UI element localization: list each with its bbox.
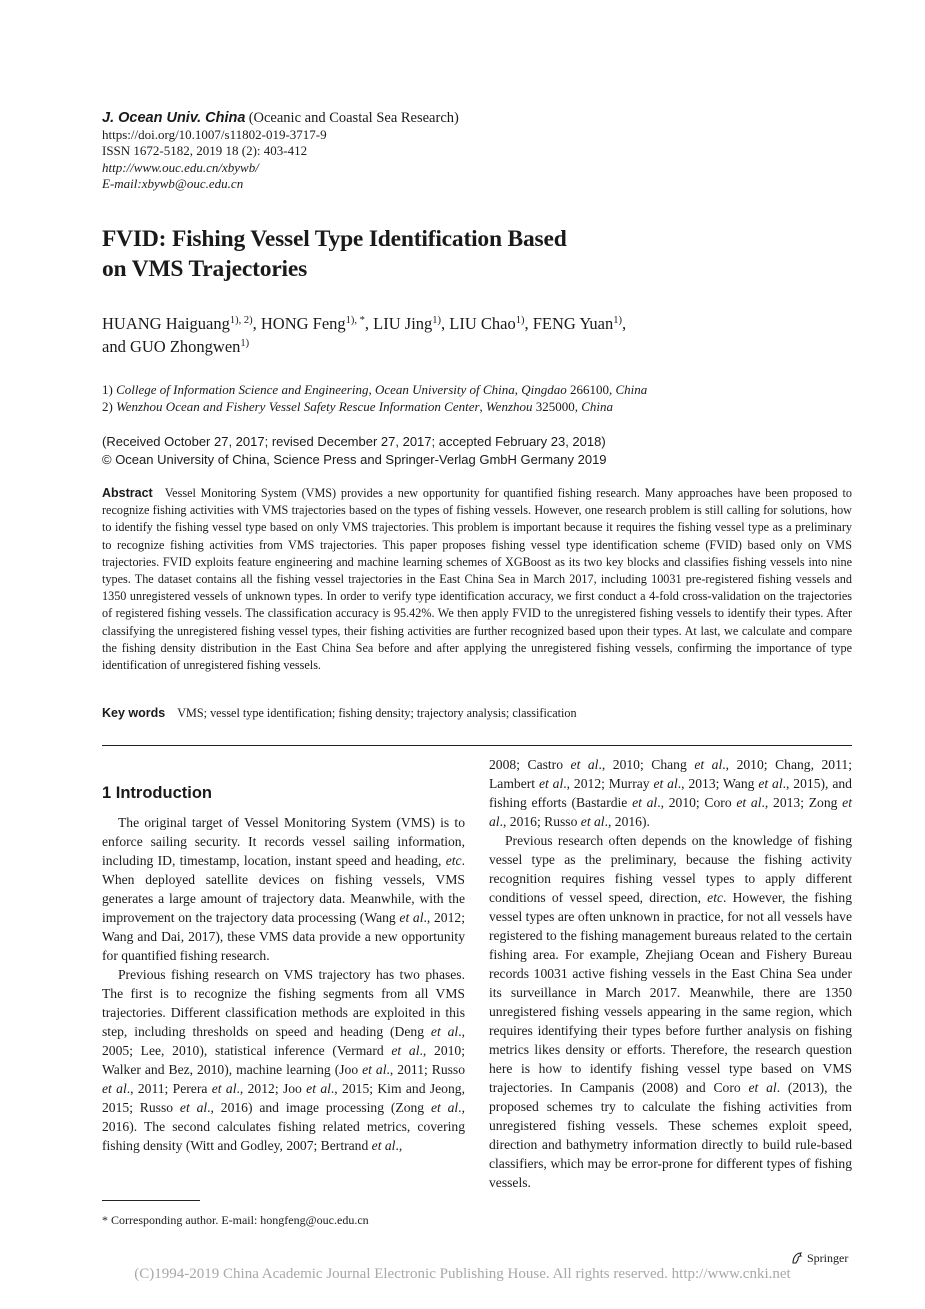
affiliation-1: 1) College of Information Science and Engineering, Ocean University of China, Qingdao 266100, China [102,382,648,397]
keywords-label: Key words [102,706,166,720]
article-dates [102,433,822,469]
italic-text: et al [489,795,852,829]
affiliation-country: China [581,399,614,414]
text-run: . However, the fishing vessel types are often unknown in practice, for not all vessels have registered to the fishing management bureaus related to the certain fishing area. For example, Zhejiang Ocean and Fishery Bureau records 10031 active fishing vessels in the East China Sea under its surveillance in March 2017. Meanwhile, there are 1350 unregistered fishing vessels appearing in the same region, which requires identifying their types before further analysis on fishing metrics likes density or efforts. Therefore, the research question here is how to identify fishing vessel type based on VMS trajectories. In Campanis (2008) and Coro [489,890,852,1095]
author-affiliation-mark: 1) [515,315,525,326]
author-separator: , [622,314,627,333]
italic-text: et al [430,1100,459,1115]
italic-text: et al [632,795,658,810]
copyright-line: © Ocean University of China, Science Press and Springer-Verlag GmbH Germany 2019 [102,452,607,467]
affiliation-city: Wenzhou [486,399,533,414]
text-run: ., 2010; Chang, 2011; Lambert [489,757,852,791]
italic-text: et al [653,776,678,791]
affiliation-dept: Wenzhou Ocean and Fishery Vessel Safety Rescue Information Center [116,399,480,414]
italic-text: et al [430,1024,459,1039]
paragraph [489,831,852,1192]
italic-text: et al [570,757,599,772]
italic-text: et al [748,1080,777,1095]
paper-title [102,224,802,284]
paragraph [102,965,465,1155]
section-divider [102,745,852,746]
affiliation-post: 325000 [535,399,575,414]
author-name: FENG Yuan [532,314,614,333]
text-run: ., 2010; Walker and Bez, 2010), machine learning (Joo [102,1043,465,1077]
issn: ISSN 1672-5182, 2019 18 (2): 403-412 [102,143,308,158]
journal-name: J. Ocean Univ. China [102,110,246,126]
affiliation-country: China [615,382,648,397]
affiliations [102,381,822,415]
italic-text: et al [306,1081,331,1096]
journal-subtitle: (Oceanic and Coastal Sea Research) [248,110,459,126]
text-run: ., 2015), and fishing efforts (Bastardie [489,776,852,810]
text-run: ., 2005; Lee, 2010), statistical inference (Vermard [102,1024,465,1058]
affiliation-num: 1) [102,382,113,397]
italic-text: etc [707,890,724,905]
affiliation-2: 2) Wenzhou Ocean and Fishery Vessel Safety Rescue Information Center, Wenzhou 325000, China [102,399,614,414]
keywords [102,705,852,722]
italic-text: et al [211,1081,237,1096]
italic-text: et al [580,814,605,829]
italic-text: et al [371,1138,396,1153]
text-run: ., 2012; Murray [563,776,654,791]
cnki-copyright: (C)1994-2019 China Academic Journal Electronic Publishing House. All rights reserved. http://www.cnki.net [134,1266,791,1282]
text-run: ., [395,1138,403,1153]
body-column-right [489,755,852,1192]
author-separator: , [364,314,374,333]
keywords-text: VMS; vessel type identification; fishing density; trajectory analysis; classification [177,706,577,720]
italic-text: et al [391,1043,420,1058]
text-run: ., 2011; Russo [386,1062,465,1077]
footnote: * Corresponding author. E-mail: hongfeng@ouc.edu.cn [102,1213,369,1227]
italic-text: et al [694,757,723,772]
text-run: ., 2016). [604,814,650,829]
paragraph [102,813,465,965]
text-run: Previous research often depends on the knowledge of fishing vessel type as the preliminary, because the fishing activity recognition requires fishing vessel types to apply different conditions of vessel speed, direction, [489,833,852,905]
abstract-label: Abstract [102,486,153,500]
text-run: 2008; Castro [489,757,571,772]
text-run: ., 2010; Chang [598,757,695,772]
author-list [102,312,822,358]
paper-title-line-1: FVID: Fishing Vessel Type Identification Based [102,226,567,252]
text-run: ., 2011; Perera [126,1081,212,1096]
author-affiliation-mark: 1) [432,315,442,326]
text-run: The original target of Vessel Monitoring System (VMS) is to enforce sailing security. It records vessel sailing information, including ID, timestamp, location, instant speed and heading, [102,815,465,868]
author-affiliation-mark: 1) [613,315,622,326]
italic-text: et al [736,795,762,810]
body-column-left [102,813,465,1155]
text-run: Previous fishing research on VMS trajectory has two phases. The first is to recognize the fishing segments from all VMS trajectories. Different classification methods are exploited in this step, including thresholds on speed and heading (Deng [102,967,465,1039]
text-run: ., 2016). The second calculates fishing related metrics, covering fishing density (Witt and Godley, 2007; Bertrand [102,1100,465,1153]
abstract-text: Vessel Monitoring System (VMS) provides a new opportunity for quantified fishing research. Many approaches have been proposed to recognize fishing activities with VMS trajectories based on the types of fishing vessels. However, one research problem is still calling for solutions, how to identify the fishing vessel type based on only VMS trajectories. This problem is important because it requires the fishing vessel type as a preliminary to recognize fishing activities from VMS trajectories. This paper proposes fishing vessel type identification scheme (FVID) based only on VMS trajectories. FVID exploits feature engineering and machine learning schemes of XGBoost as its two key blocks and classifies fishing vessels into nine types. The dataset contains all the fishing vessel trajectories in the East China Sea in March 2017, including 10031 pre-registered fishing vessels and 1350 unregistered vessels of unknown types. In order to verify type identification accuracy, we first conduct a 4-fold cross-validation on the trajectories of registered fishing vessels. The classification accuracy is 95.42%. We then apply FVID to the unregistered fishing vessels to identify their types. After classifying the unregistered fishing vessel types, their fishing activities are further recognized based upon their types. At last, we calculate and compare the fishing density distribution in the East China Sea before and after applying the unregistered fishing vessels, confirming the importance of type identification of unregistered fishing vessels. [102,486,852,673]
affiliation-inst: Ocean University of China [374,382,515,397]
journal-header [102,110,802,193]
italic-text: etc [445,853,462,868]
author-separator: , [441,314,450,333]
italic-text: et al [538,776,564,791]
author-name: HUANG Haiguang [102,314,230,333]
author-name: and GUO Zhongwen [102,337,241,356]
author-name: LIU Chao [449,314,516,333]
italic-text: et al [399,910,424,925]
journal-url[interactable]: http://www.ouc.edu.cn/xbywb/ [102,159,259,175]
affiliation-dept: College of Information Science and Engineering [116,382,369,397]
text-run: . (2013), the proposed schemes try to calculate the fishing activities from unregistered fishing vessels. These schemes exploit speed, direction and bathymetry information directly to build rule-based classifiers, which may be error-prone for different types of fishing vessels. [489,1080,852,1190]
text-run: ., 2015; Kim and Jeong, 2015; Russo [102,1081,465,1115]
section-heading-introduction: 1 Introduction [102,784,212,802]
italic-text: et al [179,1100,208,1115]
italic-text: et al [758,776,783,791]
affiliation-post: 266100 [569,382,609,397]
text-run: ., 2013; Zong [761,795,843,810]
text-run: ., 2016; Russo [499,814,581,829]
italic-text: et al [102,1081,127,1096]
journal-email[interactable]: E-mail:xbywb@ouc.edu.cn [102,176,244,191]
author-name: LIU Jing [373,314,433,333]
footnote-rule [102,1200,200,1201]
paper-title-line-2: on VMS Trajectories [102,256,308,282]
author-name: HONG Feng [260,314,346,333]
author-affiliation-mark: 1), 2) [229,315,253,326]
text-run: ., 2010; Coro [657,795,737,810]
affiliation-city: Qingdao [521,382,567,397]
paragraph [489,755,852,831]
abstract [102,485,852,674]
text-run: ., 2013; Wang [677,776,759,791]
text-run: . When deployed satellite devices on fishing vessels, VMS generates a large amount of trajectory data. Meanwhile, with the improvement on the trajectory data processing (Wang [102,853,465,925]
journal-name-line [102,110,802,127]
author-affiliation-mark: 1), * [345,315,365,326]
affiliation-num: 2) [102,399,113,414]
doi-link[interactable]: https://doi.org/10.1007/s11802-019-3717-9 [102,126,327,142]
italic-text: et al [362,1062,387,1077]
text-run: ., 2016) and image processing (Zong [207,1100,431,1115]
text-run: ., 2012; Joo [236,1081,307,1096]
publisher-name: Springer [807,1251,849,1265]
author-affiliation-mark: 1) [240,338,250,349]
springer-horse-icon [790,1251,804,1265]
text-run: ., 2012; Wang and Dai, 2017), these VMS data provide a new opportunity for quantified fishing research. [102,910,465,963]
author-separator: , [252,314,261,333]
received-dates: (Received October 27, 2017; revised December 27, 2017; accepted February 23, 2018) [102,434,606,449]
author-separator: , [524,314,533,333]
